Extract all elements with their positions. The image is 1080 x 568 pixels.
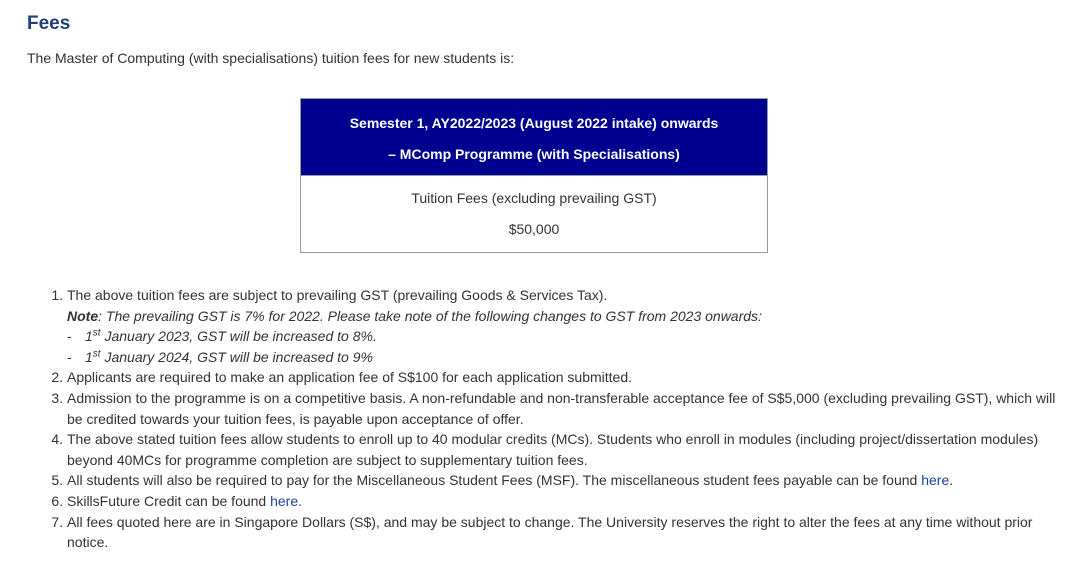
note-item-3: 3. Admission to the programme is on a competitive basis. A non-refundable and non-transferable acceptance fee of S$5,000 (excluding prevailing GST), which will be credited towards your tuition fees, is payable upon acceptance of offer.	[67, 388, 1062, 429]
note-5-text: All students will also be required to pay for the Miscellaneous Student Fees (MSF). The miscellaneous student fees payable can be found	[67, 472, 922, 489]
note-item-4: 4. The above stated tuition fees allow students to enroll up to 40 modular credits (MCs). Students who enroll in modules (including project/dissertation modules) beyond 40MCs for programme completion are subject to supplementary tuition fees.	[67, 429, 1062, 470]
note-item-7: 7. All fees quoted here are in Singapore Dollars (S$), and may be subject to change. The University reserves the right to alter the fees at any time without prior notice.	[67, 512, 1062, 553]
fee-table-header-line1: Semester 1, AY2022/2023 (August 2022 intake) onwards	[349, 115, 719, 131]
note-item-1	[67, 285, 1062, 367]
gst-2023-text: January 2023, GST will be increased to 8%.	[100, 328, 377, 345]
fee-row-label: Tuition Fees (excluding prevailing GST)	[411, 190, 657, 206]
gst-note	[67, 308, 762, 324]
gst-2024-text: January 2024, GST will be increased to 9%	[100, 348, 373, 365]
page-title: Fees	[27, 13, 71, 34]
gst-change-2024	[67, 349, 373, 365]
fee-table	[300, 98, 768, 253]
fee-table-header-line2: – MComp Programme (with Specialisations)	[388, 146, 680, 162]
gst-change-2023	[67, 328, 377, 344]
fee-table-header	[301, 99, 767, 176]
gst-2023-day: 1	[85, 328, 93, 345]
gst-note-text: : The prevailing GST is 7% for 2022. Please take note of the following changes to GST from 2023 onwards:	[98, 307, 762, 324]
msf-here-link[interactable]: here	[921, 472, 950, 489]
gst-2023-sup: st	[92, 327, 101, 339]
note-item-2: 2. Applicants are required to make an application fee of S$100 for each application submitted.	[67, 367, 1062, 388]
dash-marker: -	[67, 328, 72, 345]
note-item-6	[67, 491, 1062, 512]
note-6-text: SkillsFuture Credit can be found	[67, 492, 271, 509]
dash-marker: -	[67, 348, 72, 365]
fee-row-value: $50,000	[508, 221, 560, 237]
note-5-end: .	[949, 472, 954, 489]
gst-2024-sup: st	[92, 348, 101, 360]
intro-text: The Master of Computing (with specialisations) tuition fees for new students is:	[27, 50, 515, 66]
note-1-text: The above tuition fees are subject to prevailing GST (prevailing Goods & Services Tax).	[67, 287, 608, 303]
gst-2024-day: 1	[85, 348, 93, 365]
gst-note-label: Note	[67, 307, 99, 324]
fee-table-row	[301, 176, 767, 252]
skillsfuture-here-link[interactable]: here.	[270, 492, 303, 509]
fee-notes-list	[52, 285, 1062, 553]
note-item-5	[67, 470, 1062, 491]
